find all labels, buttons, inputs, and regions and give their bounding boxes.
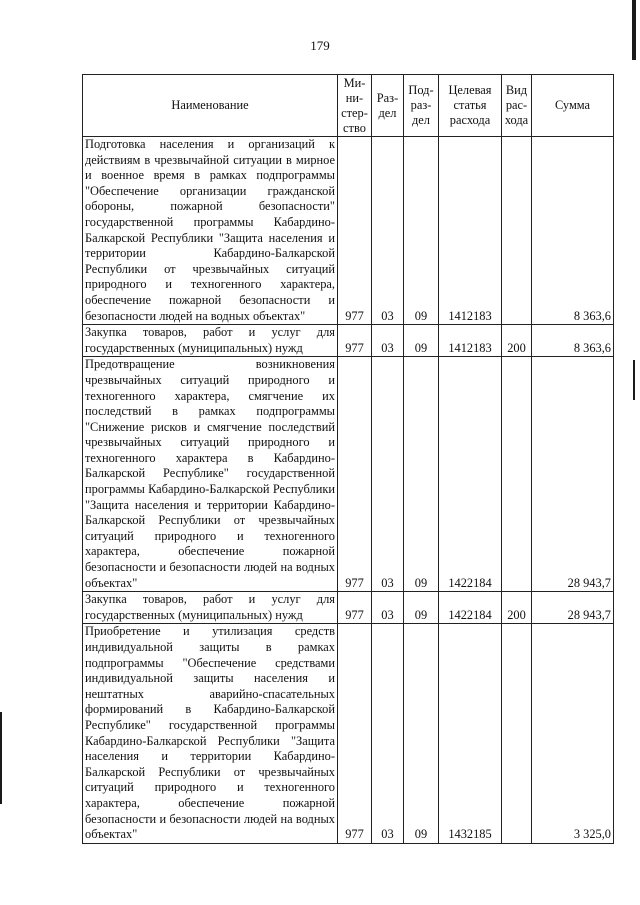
- cell-sum: 8 363,6: [532, 137, 614, 325]
- scan-edge-mark: [0, 712, 2, 804]
- cell-ministry: 977: [338, 624, 372, 843]
- header-subsection: Под- раз- дел: [404, 75, 439, 137]
- cell-target: 1412183: [439, 325, 502, 357]
- header-section: Раз- дел: [372, 75, 404, 137]
- cell-ministry: 977: [338, 325, 372, 357]
- cell-expense-type: 200: [502, 325, 532, 357]
- cell-sum: 28 943,7: [532, 592, 614, 624]
- scan-edge-mark: [632, 0, 636, 60]
- budget-table: [82, 74, 614, 844]
- cell-expense-type: [502, 137, 532, 325]
- table-body: [83, 137, 614, 844]
- header-target: Целевая статья расхода: [439, 75, 502, 137]
- cell-name: Закупка товаров, работ и услуг для государственных (муниципальных) нужд: [83, 592, 338, 624]
- cell-name: Закупка товаров, работ и услуг для государственных (муниципальных) нужд: [83, 325, 338, 357]
- cell-subsection: 09: [404, 325, 439, 357]
- header-sum: Сумма: [532, 75, 614, 137]
- header-name: Наименование: [83, 75, 338, 137]
- table-header: [83, 75, 614, 137]
- cell-sum: 3 325,0: [532, 624, 614, 843]
- cell-ministry: 977: [338, 137, 372, 325]
- cell-section: 03: [372, 137, 404, 325]
- cell-subsection: 09: [404, 624, 439, 843]
- cell-section: 03: [372, 357, 404, 592]
- scan-edge-mark: [633, 360, 635, 400]
- cell-ministry: 977: [338, 592, 372, 624]
- cell-ministry: 977: [338, 357, 372, 592]
- table-row: [83, 357, 614, 592]
- cell-name: Приобретение и утилизация средств индивидуальной защиты в рамках подпрограммы "Обеспечение средствами индивидуальной защиты населения и нештатных аварийно-спасательных формирований в Кабардино-Балкарской Республике" государственной программы Кабардино-Балкарской Республики "Защита населения и территории Кабардино-Балкарской Республики от чрезвычайных ситуаций природного и техногенного характера, обеспечение пожарной безопасности и безопасности людей на водных объектах": [83, 624, 338, 843]
- header-ministry: Ми- ни- стер- ство: [338, 75, 372, 137]
- table-row: [83, 592, 614, 624]
- cell-section: 03: [372, 325, 404, 357]
- cell-target: 1422184: [439, 592, 502, 624]
- table-row: [83, 325, 614, 357]
- cell-name: Предотвращение возникновения чрезвычайных ситуаций природного и техногенного характера, смягчение их последствий в рамках подпрограммы "Снижение рисков и смягчение последствий чрезвычайных ситуаций природного и техногенного характера в Кабардино-Балкарской Республике" государственной программы Кабардино-Балкарской Республики "Защита населения и территории Кабардино-Балкарской Республики от чрезвычайных ситуаций природного и техногенного характера, обеспечение пожарной безопасности и безопасности людей на водных объектах": [83, 357, 338, 592]
- cell-target: 1422184: [439, 357, 502, 592]
- cell-target: 1412183: [439, 137, 502, 325]
- table-row: [83, 137, 614, 325]
- cell-name: Подготовка населения и организаций к действиям в чрезвычайной ситуации в мирное и военное время в рамках подпрограммы "Обеспечение организации гражданской обороны, пожарной безопасности" государственной программы Кабардино-Балкарской Республики "Защита населения и территории Кабардино-Балкарской Республики от чрезвычайных ситуаций природного и техногенного характера, обеспечение пожарной безопасности и безопасности людей на водных объектах": [83, 137, 338, 325]
- cell-section: 03: [372, 624, 404, 843]
- page-number: 179: [310, 38, 330, 53]
- cell-subsection: 09: [404, 357, 439, 592]
- cell-sum: 28 943,7: [532, 357, 614, 592]
- cell-expense-type: 200: [502, 592, 532, 624]
- cell-subsection: 09: [404, 137, 439, 325]
- header-expense-type: Вид рас- хода: [502, 75, 532, 137]
- cell-subsection: 09: [404, 592, 439, 624]
- table-row: [83, 624, 614, 843]
- cell-expense-type: [502, 624, 532, 843]
- cell-expense-type: [502, 357, 532, 592]
- cell-sum: 8 363,6: [532, 325, 614, 357]
- cell-target: 1432185: [439, 624, 502, 843]
- cell-section: 03: [372, 592, 404, 624]
